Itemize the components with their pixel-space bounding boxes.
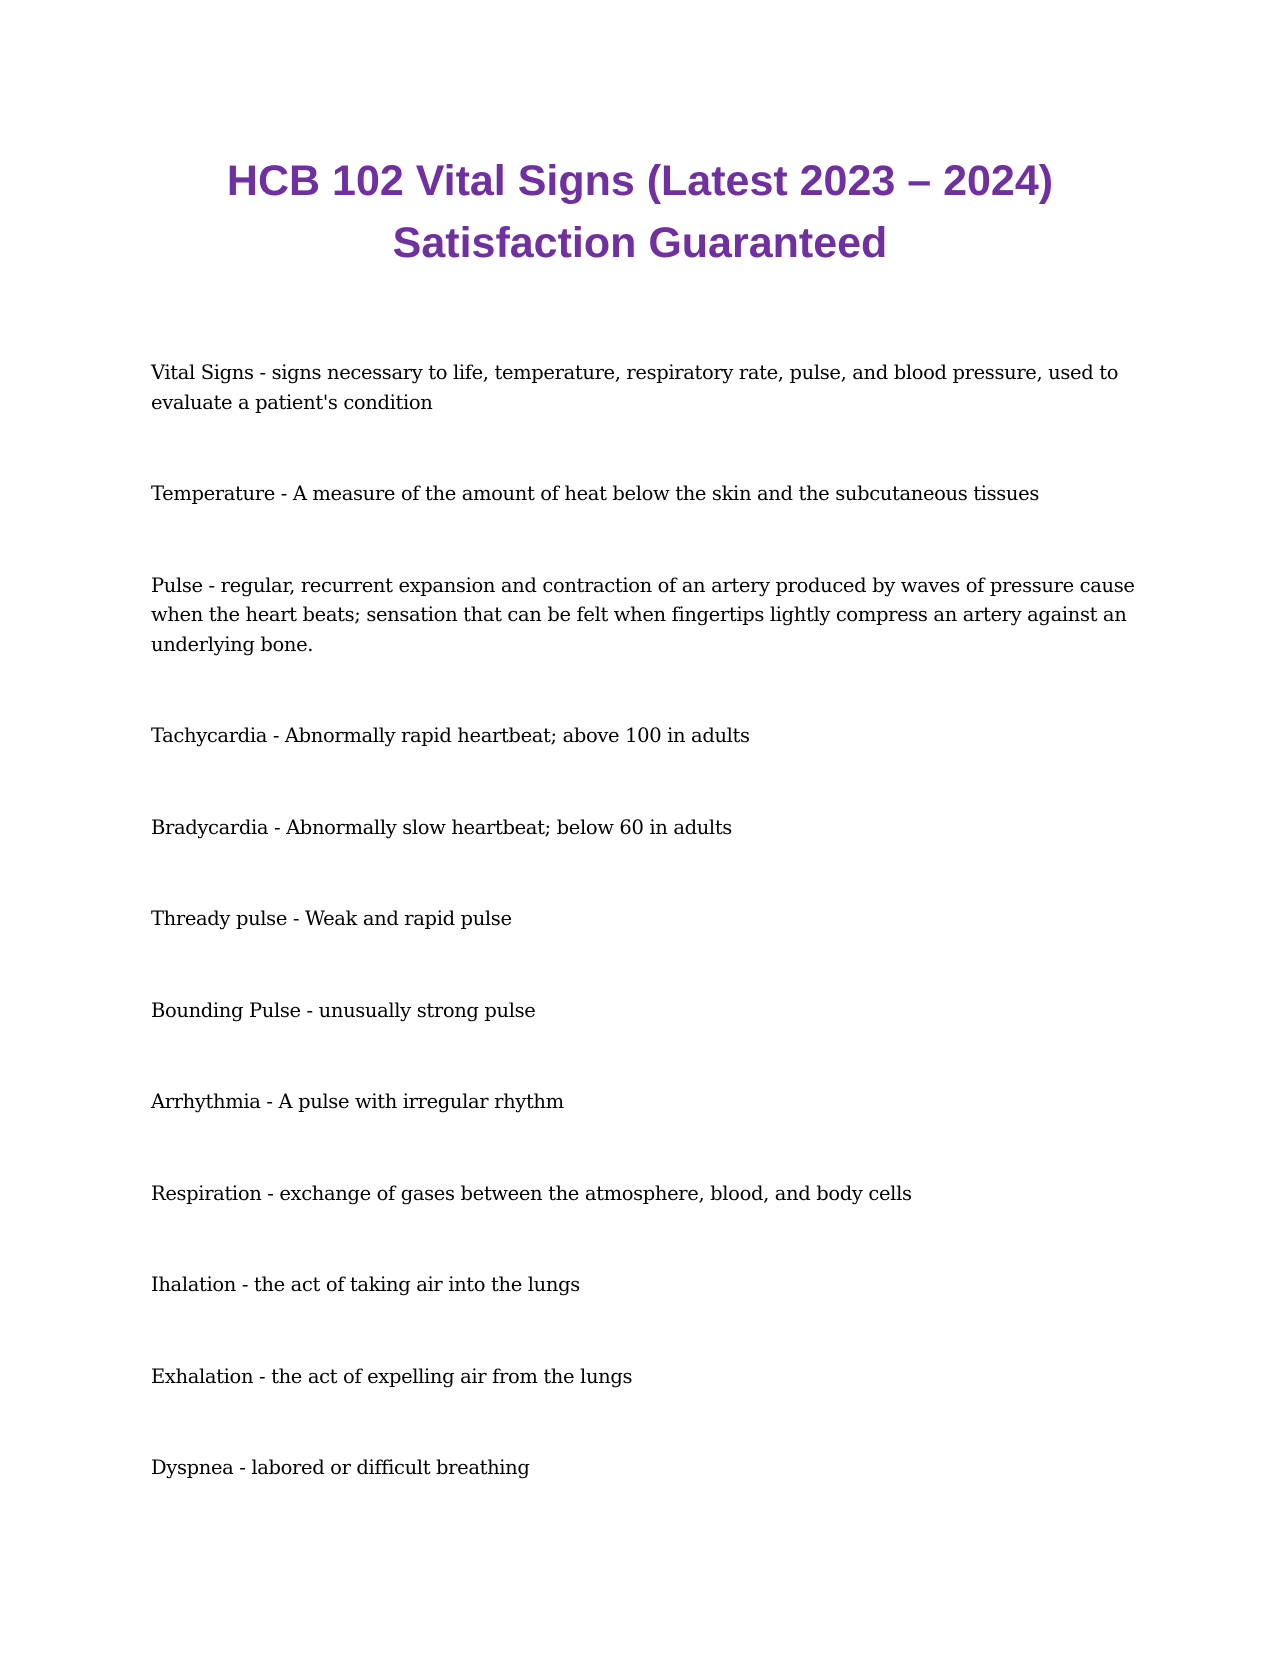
title-line-2: Satisfaction Guaranteed [392,219,888,267]
title-line-1: HCB 102 Vital Signs (Latest 2023 – 2024) [226,157,1054,205]
definition-entry-exhalation: Exhalation - the act of expelling air from the lungs [151,1364,633,1388]
definition-entry-bradycardia: Bradycardia - Abnormally slow heartbeat; below 60 in adults [151,815,732,839]
definition-list [151,358,1136,1545]
definition-entry-respiration: Respiration - exchange of gases between the atmosphere, blood, and body cells [151,1181,912,1205]
definition-entry-inhalation: Ihalation - the act of taking air into the lungs [151,1273,580,1296]
definition-entry-arrhythmia: Arrhythmia - A pulse with irregular rhythm [151,1090,564,1113]
definition-entry-tachycardia: Tachycardia - Abnormally rapid heartbeat; above 100 in adults [151,724,750,747]
definition-entry-pulse: Pulse - regular, recurrent expansion and contraction of an artery produced by waves of pressure cause when the heart beats; sensation that can be felt when fingertips lightly compress an artery against an underlying bone. [151,573,1135,656]
definition-entry-vital-signs: Vital Signs - signs necessary to life, temperature, respiratory rate, pulse, and blood pressure, used to evaluate a patient's condition [151,361,1119,414]
definition-entry-dyspnea: Dyspnea - labored or difficult breathing [151,1456,530,1479]
definition-entry-thready-pulse: Thready pulse - Weak and rapid pulse [151,907,512,930]
definition-entry-bounding-pulse: Bounding Pulse - unusually strong pulse [151,998,536,1022]
definition-entry-temperature: Temperature - A measure of the amount of heat below the skin and the subcutaneous tissues [151,482,1039,505]
document-title [120,150,1160,274]
